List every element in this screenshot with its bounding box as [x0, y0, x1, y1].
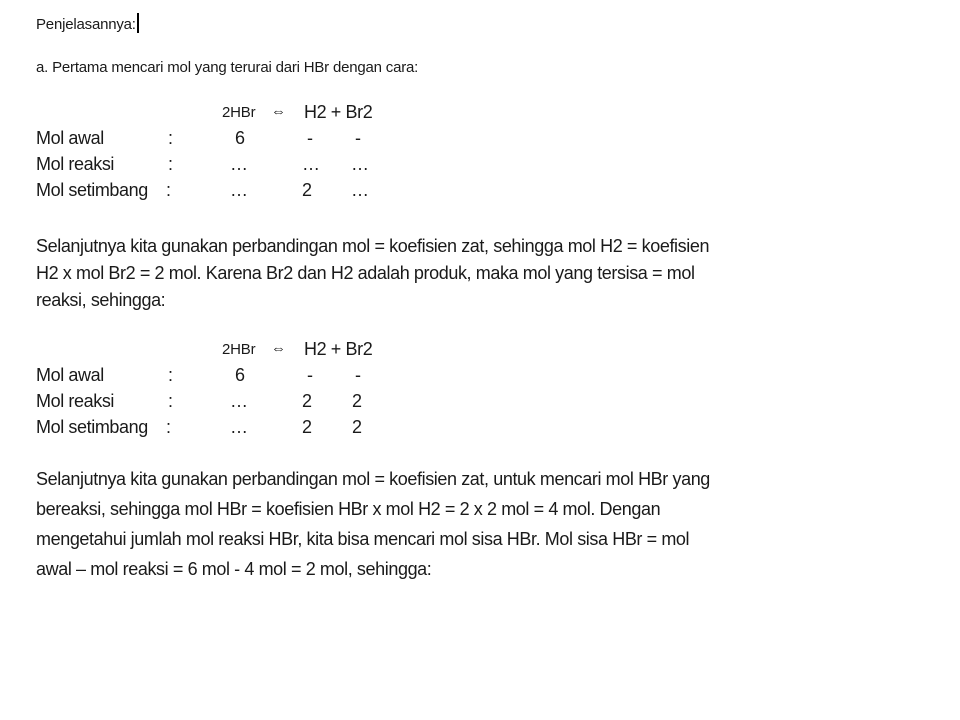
table2-row3-hbr: …: [230, 417, 248, 437]
table2-row3-br2: 2: [352, 417, 362, 437]
paragraph-1-line-2: H2 x mol Br2 = 2 mol. Karena Br2 dan H2 adalah produk, maka mol yang tersisa = mol: [36, 263, 695, 283]
paragraph-2-line-3: mengetahui jumlah mol reaksi HBr, kita bisa mencari mol sisa HBr. Mol sisa HBr = mol: [36, 529, 690, 549]
table2-row2-colon: :: [168, 391, 173, 411]
table1-row3-label: Mol setimbang: [36, 180, 148, 200]
table1-row2-label: Mol reaksi: [36, 154, 115, 174]
table2-row1-hbr: 6: [235, 365, 245, 385]
table1-row1-hbr: 6: [235, 128, 245, 148]
paragraph-1-line-1: Selanjutnya kita gunakan perbandingan mol = koefisien zat, sehingga mol H2 = koefisien: [36, 236, 710, 256]
table1-row2-h2: …: [302, 154, 320, 174]
paragraph-2: [36, 464, 836, 584]
table2-row3-h2: 2: [302, 417, 312, 437]
table2-row1-h2: -: [307, 365, 313, 385]
paragraph-1-line-3: reaksi, sehingga:: [36, 290, 166, 310]
paragraph-2-line-2: bereaksi, sehingga mol HBr = koefisien HBr x mol H2 = 2 x 2 mol = 4 mol. Dengan: [36, 499, 661, 519]
table1-reactant: 2HBr: [222, 104, 256, 121]
table1-equilibrium-arrow: ⇔: [271, 103, 286, 120]
table2-row2-h2: 2: [302, 391, 312, 411]
step-a-text: a. Pertama mencari mol yang terurai dari HBr dengan cara:: [36, 59, 419, 76]
table1-row1-br2: -: [355, 128, 361, 148]
table1-products: H2 + Br2: [304, 102, 373, 122]
table2-row1-label: Mol awal: [36, 365, 104, 385]
paragraph-2-line-1: Selanjutnya kita gunakan perbandingan mol = koefisien zat, untuk mencari mol HBr yang: [36, 469, 710, 489]
heading-text: Penjelasannya:: [36, 16, 136, 33]
table2-reactant: 2HBr: [222, 341, 256, 358]
table2-row2-label: Mol reaksi: [36, 391, 115, 411]
table1-row1-label: Mol awal: [36, 128, 104, 148]
table2-row1-br2: -: [355, 365, 361, 385]
table1-row2-colon: :: [168, 154, 173, 174]
table2-row3-label: Mol setimbang: [36, 417, 148, 437]
table2-row2-br2: 2: [352, 391, 362, 411]
table2-row1-colon: :: [168, 365, 173, 385]
table1-row2-hbr: …: [230, 154, 248, 174]
table1-row1-colon: :: [168, 128, 173, 148]
table1-row1-h2: -: [307, 128, 313, 148]
table1-row3-h2: 2: [302, 180, 312, 200]
table1-row3-colon: :: [166, 180, 171, 200]
table2-row3-colon: :: [166, 417, 171, 437]
table1-row3-br2: …: [351, 180, 369, 200]
heading-line[interactable]: [36, 13, 139, 33]
paragraph-2-line-4: awal – mol reaksi = 6 mol - 4 mol = 2 mol, sehingga:: [36, 559, 432, 579]
table2-products: H2 + Br2: [304, 339, 373, 359]
text-cursor: [137, 13, 139, 33]
table2-row2-hbr: …: [230, 391, 248, 411]
table2-equilibrium-arrow: ⇔: [271, 340, 286, 357]
paragraph-1: [36, 233, 836, 314]
table1-row3-hbr: …: [230, 180, 248, 200]
table1-row2-br2: …: [351, 154, 369, 174]
